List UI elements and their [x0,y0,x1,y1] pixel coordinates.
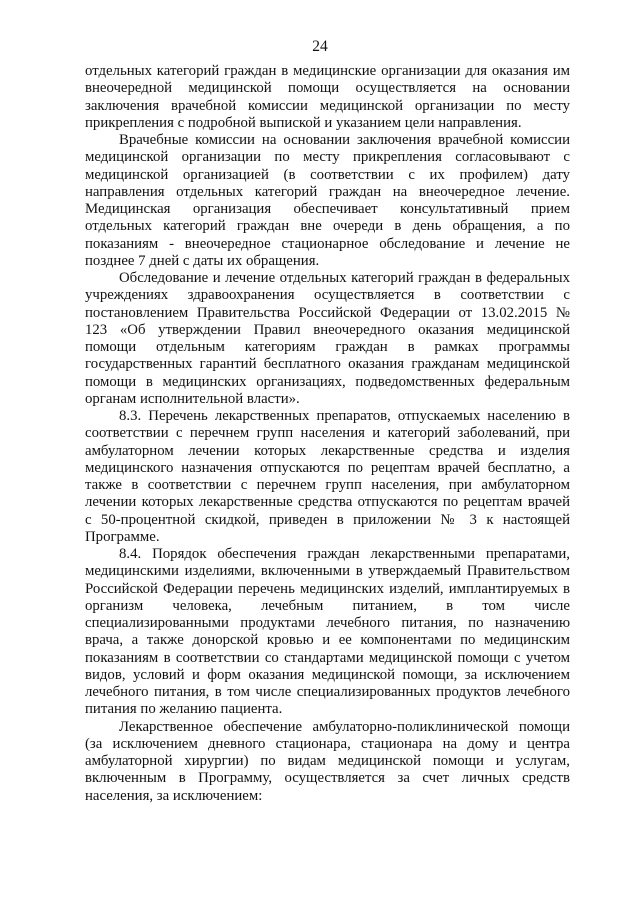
text-line: 8.3. Перечень лекарственных препаратов, отпускаемых населению в [119,408,570,424]
text-line: соответствии с перечнем групп населения и категорий заболеваний, при [85,425,570,442]
text-line: отдельных категорий граждан вне очереди в день обращения, а по [85,218,570,235]
text-line: лечении которых лекарственные средства отпускаются по рецептам врачей [85,494,570,511]
paragraph [85,546,570,719]
text-line: государственных гарантий бесплатного оказания гражданам медицинской [85,356,570,373]
paragraph [85,270,570,408]
text-line: 8.4. Порядок обеспечения граждан лекарственными препаратами, [119,546,570,562]
text-line: Врачебные комиссии на основании заключения врачебной комиссии [119,132,570,148]
text-line: отдельных категорий граждан в медицинские организации для оказания им [85,63,570,79]
text-line: Медицинская организация обеспечивает консультативный прием [85,201,570,217]
text-line: Программе. [85,528,160,545]
text-line: организм человека, лечебным питанием, в том числе [85,597,570,614]
text-line: прикрепления с подробной выпиской и указанием цели направления. [85,114,522,131]
text-line: позднее 7 дней с даты их обращения. [85,252,320,269]
text-line: показаниям - внеочередное стационарное обследование и лечение не [85,235,570,252]
text-line: медицинской организацией (в соответствии с их профилем) дату [85,166,570,183]
text-line: учреждениях здравоохранения осуществляется в соответствии с [85,287,570,304]
text-line: показаниям в соответствии со стандартами медицинской помощи с учетом [85,649,570,666]
text-line: внеочередной медицинской помощи осуществляется на основании [85,80,570,97]
text-line: Обследование и лечение отдельных категорий граждан в федеральных [119,270,570,286]
page-number: 24 [312,38,328,55]
text-line: лечебного питания, в том числе специализированных продуктов лечебного [85,684,570,700]
text-line: (за исключением дневного стационара, стационара на дому и центра [85,735,570,752]
paragraph [85,132,570,270]
text-line: амбулаторной хирургии) по видам медицинской помощи и услугам, [85,753,570,769]
paragraph [85,719,570,805]
text-line: заключения врачебной комиссии медицинской организации по месту [85,97,570,114]
text-line: медицинской организации по месту прикрепления согласовывают с [85,149,570,166]
text-line: медицинского назначения отпускаются по рецептам врачей бесплатно, а [85,459,570,476]
text-line: органам исполнительной власти». [85,390,300,407]
text-line: медицинскими изделиями, включенными в утверждаемый Правительством [85,563,570,580]
text-line: включенным в Программу, осуществляется за счет личных средств [85,770,570,787]
text-line: врача, а также донорской кровью и ее компонентами по медицинским [85,632,570,649]
text-line: также в соответствии с перечнем групп населения, при амбулаторном [85,477,570,493]
text-line: постановлением Правительства Российской Федерации от 13.02.2015 № [85,304,570,321]
text-line: помощи отдельным категориям граждан в рамках программы [85,339,570,355]
text-line: амбулаторном лечении которых лекарственные средства и изделия [85,442,570,459]
paragraph [85,408,570,546]
text-line: с 50-процентной скидкой, приведен в приложении № 3 к настоящей [85,511,570,528]
text-line: Российской Федерации перечень медицинских изделий, имплантируемых в [85,580,570,597]
text-line: населения, за исключением: [85,787,263,804]
text-line: специализированными продуктами лечебного питания, по назначению [85,615,570,631]
text-line: питания по желанию пациента. [85,701,283,718]
text-line: Лекарственное обеспечение амбулаторно-поликлинической помощи [119,718,570,735]
text-line: 123 «Об утверждении Правил внеочередного оказания медицинской [85,321,570,338]
text-line: помощи в медицинских организациях, подведомственных федеральным [85,373,570,390]
document-body [85,63,570,805]
text-line: направления отдельных категорий граждан на внеочередное лечение. [85,183,570,200]
text-line: видов, условий и форм оказания медицинской помощи, за исключением [85,666,570,683]
paragraph [85,63,570,132]
